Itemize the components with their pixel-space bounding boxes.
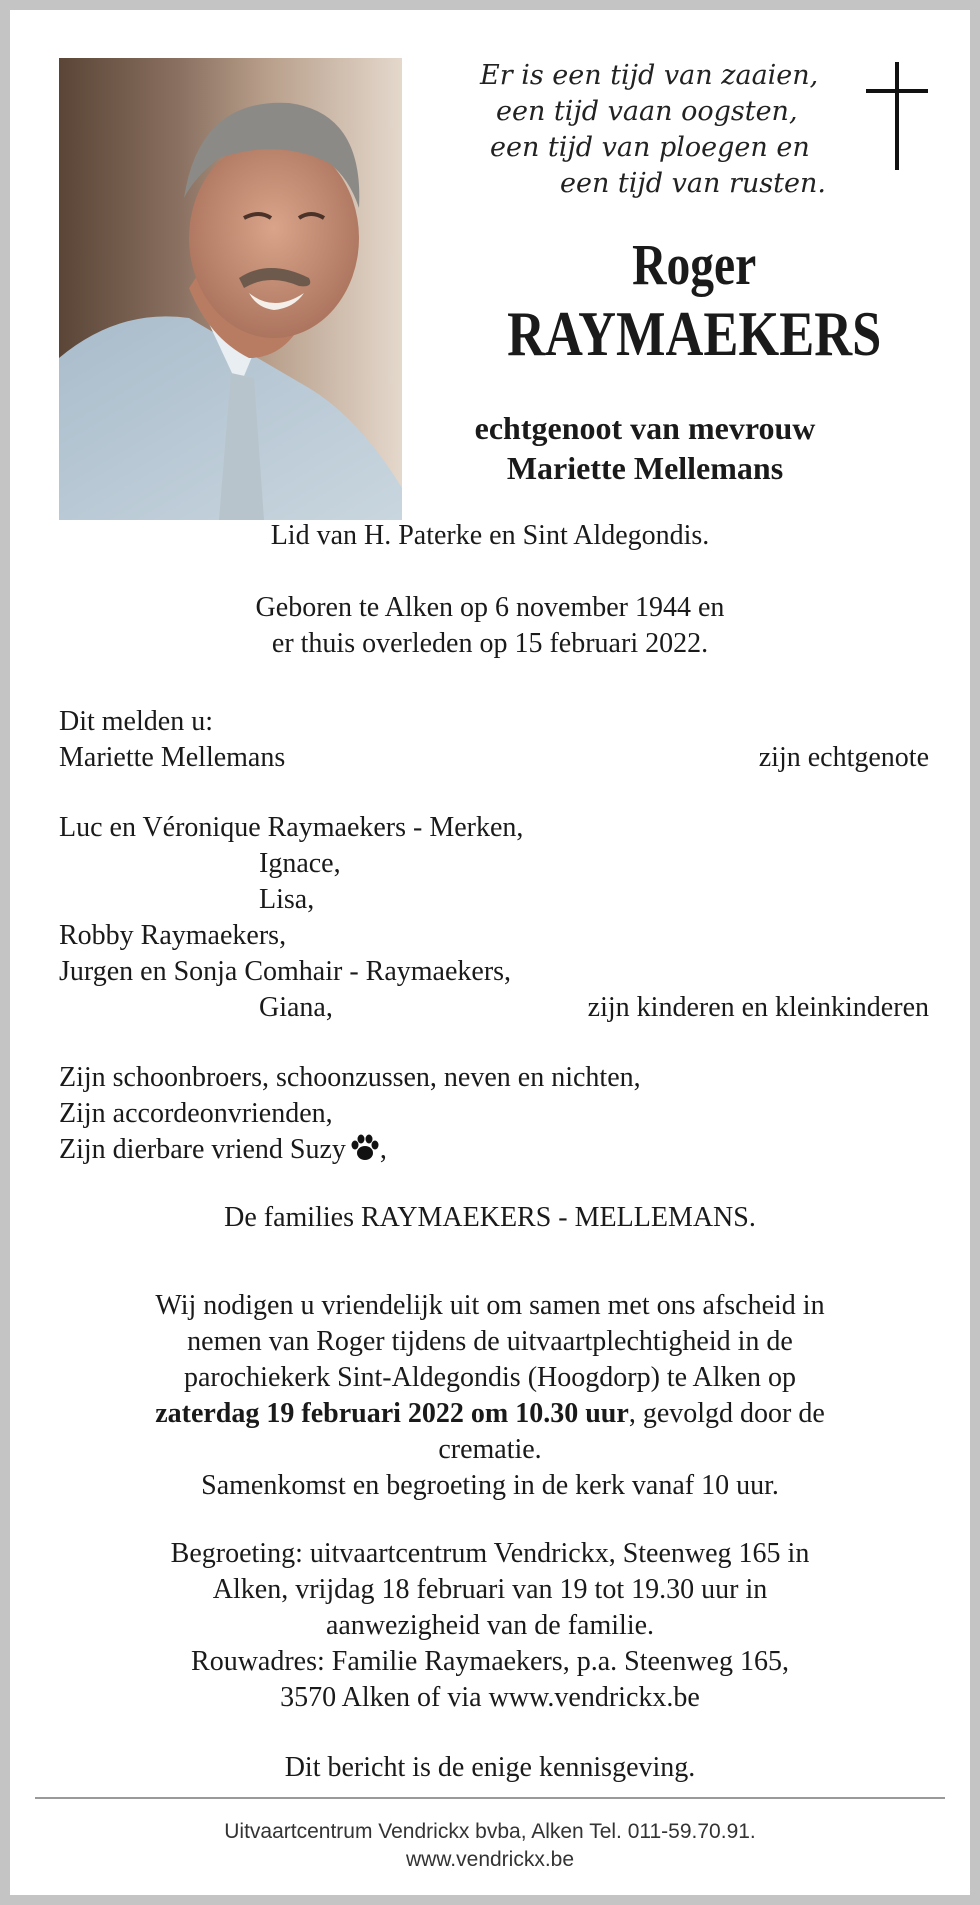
relatives-list <box>59 1060 929 1172</box>
spouse-info <box>410 408 880 488</box>
list-item-name: Giana, <box>259 992 333 1023</box>
deceased-name <box>452 232 936 370</box>
poem-line: een tijd van rusten. <box>560 168 826 199</box>
spouse-row-role: zijn echtgenote <box>758 742 929 773</box>
footer-website: www.vendrickx.be <box>405 1848 575 1871</box>
children-list <box>59 810 929 1026</box>
spouse-row-name: Mariette Mellemans <box>59 742 286 773</box>
list-item: Lisa, <box>259 884 315 915</box>
children-role: zijn kinderen en kleinkinderen <box>587 992 929 1023</box>
divider <box>35 1797 945 1799</box>
visitation-line: Begroeting: uitvaartcentrum Vendrickx, Steenweg 165 in <box>170 1538 810 1569</box>
cross-icon <box>866 62 928 170</box>
list-item: Zijn accordeonvrienden, <box>59 1098 333 1129</box>
visitation-line: aanwezigheid van de familie. <box>325 1610 655 1641</box>
poem-line: een tijd vaan oogsten, <box>496 96 798 127</box>
membership: Lid van H. Paterke en Sint Aldegondis. <box>270 520 710 551</box>
birth-death <box>59 590 921 662</box>
invitation-line: Samenkomst en begroeting in de kerk vanaf 10 uur. <box>201 1470 779 1501</box>
paw-icon <box>350 1134 380 1172</box>
invitation-rest: , gevolgd door de <box>628 1398 825 1429</box>
list-item: Luc en Véronique Raymaekers - Merken, <box>59 812 524 843</box>
list-item-last <box>59 990 929 1026</box>
invitation-line: Wij nodigen u vriendelijk uit om samen met ons afscheid in <box>155 1290 825 1321</box>
families: De families RAYMAEKERS - MELLEMANS. <box>224 1202 756 1233</box>
list-item: Robby Raymaekers, <box>59 920 287 951</box>
poem-line: een tijd van ploegen en <box>490 132 810 163</box>
poem <box>430 58 826 202</box>
invitation-date-line <box>59 1396 921 1432</box>
portrait-illustration <box>59 58 402 520</box>
spouse-line: echtgenoot van mevrouw <box>474 410 816 446</box>
visitation-line: 3570 Alken of via www.vendrickx.be <box>280 1682 700 1713</box>
closing-note: Dit bericht is de enige kennisgeving. <box>284 1752 696 1783</box>
footer-company: Uitvaartcentrum Vendrickx bvba, Alken Tel. 011-59.70.91. <box>224 1820 756 1843</box>
spouse-row <box>59 740 929 776</box>
invitation-line: crematie. <box>438 1434 542 1465</box>
spouse-name: Mariette Mellemans <box>506 450 784 486</box>
friend-text: Zijn dierbare vriend Suzy <box>59 1134 346 1165</box>
last-name: RAYMAEKERS <box>507 298 882 369</box>
visitation-line: Rouwadres: Familie Raymaekers, p.a. Steenweg 165, <box>191 1646 789 1677</box>
poem-line: Er is een tijd van zaaien, <box>480 60 819 91</box>
footer <box>35 1818 945 1874</box>
list-item: Zijn schoonbroers, schoonzussen, neven en nichten, <box>59 1062 641 1093</box>
death-line: er thuis overleden op 15 februari 2022. <box>271 628 709 659</box>
invitation-line: nemen van Roger tijdens de uitvaartplechtigheid in de <box>187 1326 793 1357</box>
list-item: Ignace, <box>259 848 341 879</box>
portrait-photo <box>59 58 402 520</box>
funeral-date: zaterdag 19 februari 2022 om 10.30 uur <box>155 1398 629 1429</box>
friend-line <box>59 1132 929 1172</box>
announcers-intro: Dit melden u: <box>59 706 213 737</box>
invitation-line: parochiekerk Sint-Aldegondis (Hoogdorp) te Alken op <box>184 1362 796 1393</box>
invitation <box>59 1288 921 1504</box>
death-notice-card <box>10 10 970 1895</box>
list-item: Jurgen en Sonja Comhair - Raymaekers, <box>59 956 512 987</box>
first-name: Roger <box>632 232 757 297</box>
visitation <box>59 1536 921 1716</box>
friend-suffix: , <box>379 1134 387 1165</box>
birth-line: Geboren te Alken op 6 november 1944 en <box>255 592 725 623</box>
visitation-line: Alken, vrijdag 18 februari van 19 tot 19.30 uur in <box>212 1574 768 1605</box>
